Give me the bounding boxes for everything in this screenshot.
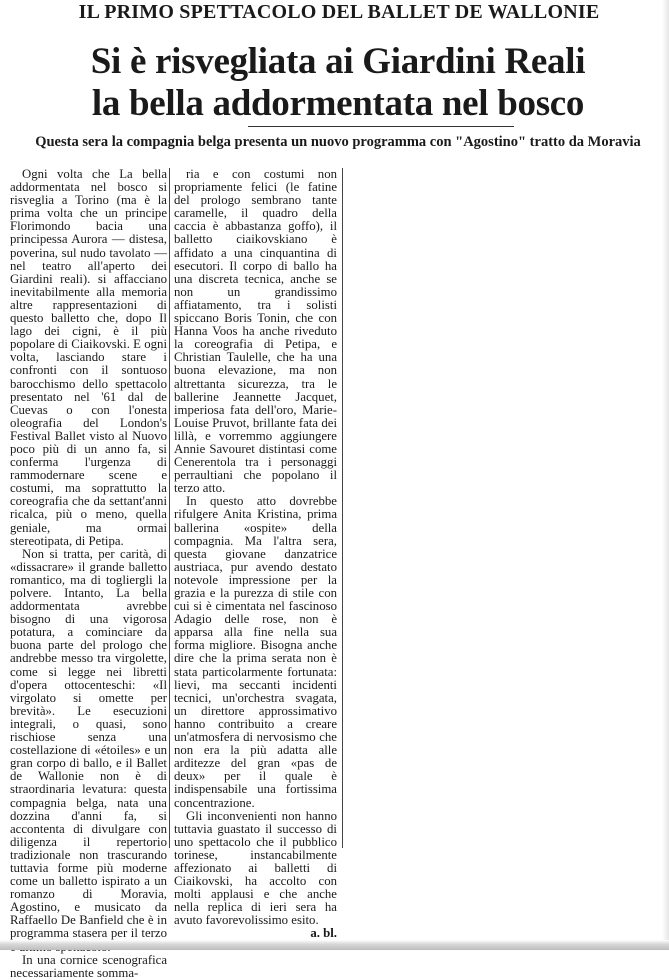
column-1-paragraph: Ogni volta che La bella addormentata nel bosco si risveglia a Torino (ma è la prima volta che un principe Florimondo bacia una principessa Aurora — distesa, poverina, sul nudo tavolato — nel teatro all'aperto dei Giardini reali). si affacciano inevitabilmente alla memoria altre rappresentazioni di questo balletto che, dopo Il lago dei cigni, è il più popolare di Ciaikovski. E ogni volta, lasciando stare i confronti con il sontuoso barocchismo dello spettacolo presentato nel '61 dal de Cuevas o con l'onesta oleografia del London's Festival Ballet visto al Nuovo poco più di un anno fa, si conferma l'urgenza di rammodernare scene e costumi, ma soprattutto la coreografia che da settant'anni ricalca, più o meno, quella geniale, ma ormai stereotipata, di Petipa.	[10, 167, 167, 548]
headline-line-2: la bella addormentata nel bosco	[91, 83, 585, 124]
column-divider	[342, 168, 343, 848]
column-1-paragraph: In una cornice scenografica necessariamente somma-	[10, 952, 167, 980]
column-2-paragraph	[174, 808, 337, 941]
blank-area	[344, 163, 666, 863]
column-divider	[169, 168, 170, 848]
headline-rule	[248, 126, 514, 127]
headline-line-1: Si è risvegliata ai Giardini Reali	[90, 41, 586, 82]
article-column-1	[10, 167, 167, 980]
article-subheadline: Questa sera la compagnia belga presenta un nuovo programma con "Agostino" tratto da Moravia	[35, 134, 641, 150]
column-2-final-text: Gli inconvenienti non hanno tuttavia guastato il successo di uno spettacolo che il pubblico torinese, instancabilmente affezionato ai balletti di Ciaikovski, ha accolto con molti applausi e che anche nella replica di ieri sera ha avuto favorevolissimo esito.	[174, 808, 337, 928]
scan-edge-bottom	[0, 940, 669, 950]
author-signature: a. bl.	[310, 926, 337, 941]
column-2-paragraph: ria e con costumi non propriamente felici (le fatine del prologo sembrano tante caramelle, il quadro della caccia è abbastanza goffo), il balletto ciaikovskiano è affidato a una cinquantina di esecutori. Il corpo di ballo ha una discreta tecnica, anche se non un grandissimo affiatamento, tra i solisti spiccano Boris Tonin, che con Hanna Voos ha anche riveduto la coreografia di Petipa, e Christian Taulelle, che ha una buona elevazione, ma non altrettanta sicurezza, tra le ballerine Jeannette Jacquet, imperiosa fata dell'oro, Marie-Louise Pruvot, brillante fata dei lillà, e vorremmo aggiungere Annie Savouret distintasi come Cenerentola tra i personaggi perraultiani che popolano il terzo atto.	[174, 167, 337, 496]
scan-edge-right	[662, 0, 669, 950]
column-2-paragraph: In questo atto dovrebbe rifulgere Anita Kristina, prima ballerina «ospite» della compagnia. Ma l'altra sera, questa giovane danzatrice austriaca, pur avendo destato notevole impressione per la grazia e la purezza di stile con cui si è cimentata nel fascinoso Adagio delle rose, non è apparsa alla fine nella sua forma migliore. Bisogna anche dire che la prima serata non è stata particolarmente fortunata: lievi, ma seccanti incidenti tecnici, un'orchestra svagata, un direttore approssimativo hanno contribuito a creare un'atmosfera di nervosismo che non era la più adatta alle arditezze del gran «pas de deux» per il quale è indispensabile una fortissima concentrazione.	[174, 494, 337, 810]
article-column-2	[174, 167, 337, 941]
article-kicker: IL PRIMO SPETTACOLO DEL BALLET DE WALLONIE	[78, 1, 600, 23]
column-1-paragraph: Non si tratta, per carità, di «dissacrare» il grande balletto romantico, ma di togliergli la polvere. Intanto, La bella addormentata avrebbe bisogno di una vigorosa potatura, a cominciare da buona parte del prologo che andrebbe messo tra virgolette, come si legge nei libretti d'opera ottocenteschi: «Il virgolato si omette per brevità». Le esecuzioni integrali, o quasi, sono rischiose senza una costellazione di «étoiles» e un gran corpo di ballo, e il Ballet de Wallonie non è di straordinaria levatura: questa compagnia belga, nata una dozzina d'anni fa, si accontenta di divulgare con diligenza il repertorio tradizionale non trascurando tuttavia forme più moderne come un balletto ispirato a un romanzo di Moravia, Agostino, e musicato da Raffaello De Banfield che è in programma stasera per il terzo	[10, 546, 167, 941]
